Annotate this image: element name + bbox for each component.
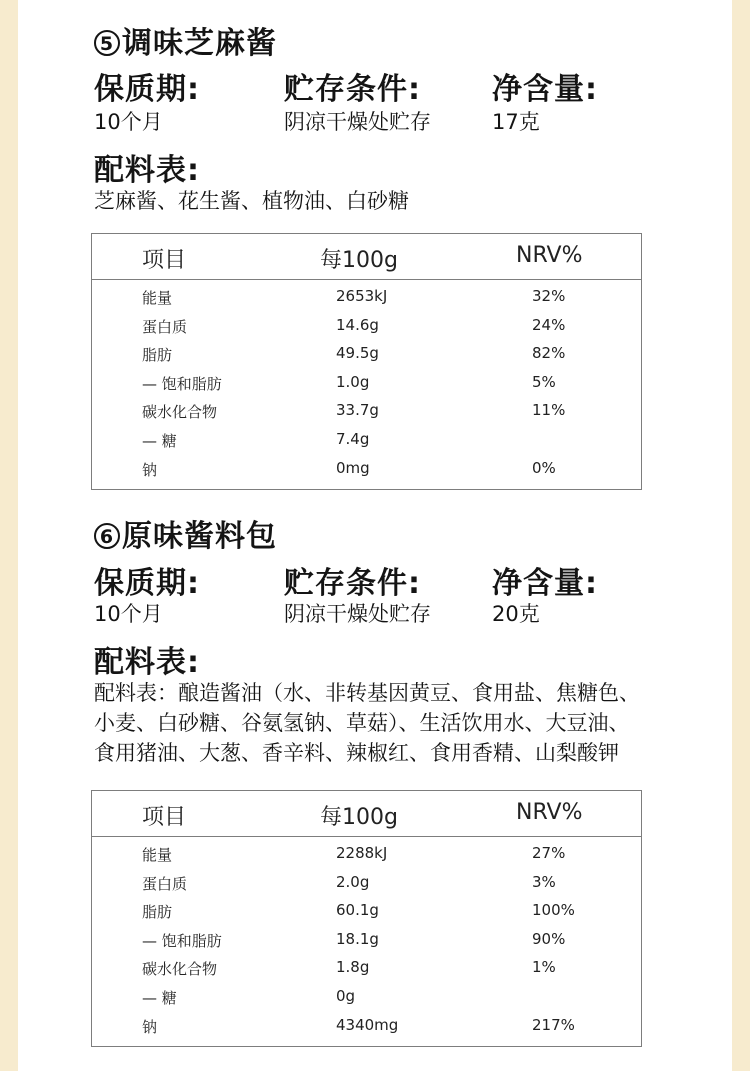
nutrient-amount: 0mg (336, 458, 370, 477)
shelf-life-value: 10个月 (94, 110, 163, 134)
nutrient-amount: 1.0g (336, 372, 370, 391)
header-nrv: NRV% (516, 243, 583, 268)
net-content-value: 17克 (492, 110, 540, 134)
table-row (92, 340, 641, 369)
table-row (92, 426, 641, 455)
ingredients-line: 小麦、白砂糖、谷氨氢钠、草菇）、生活饮用水、大豆油、 (94, 711, 630, 735)
product-title (94, 511, 277, 555)
header-item: 项目 (142, 805, 187, 830)
table-row (92, 397, 641, 426)
nutrient-nrv: 90% (532, 929, 566, 948)
product-title (94, 18, 277, 62)
nutrient-amount: 14.6g (336, 315, 379, 334)
nutrient-amount: 2.0g (336, 872, 370, 891)
circled-number: 5 (94, 30, 120, 56)
ingredients-label: 配料表: (94, 153, 200, 188)
nutrient-nrv: 1% (532, 958, 556, 977)
header-per100g: 每100g (320, 248, 398, 273)
nutrient-nrv: 11% (532, 401, 566, 420)
nutrient-name: 能量 (142, 846, 173, 864)
nutrient-amount: 33.7g (336, 401, 379, 420)
header-item: 项目 (142, 248, 187, 273)
table-row (92, 926, 641, 955)
table-row (92, 954, 641, 983)
net-content-value: 20克 (492, 602, 540, 626)
nutrient-nrv: 100% (532, 901, 575, 920)
net-content-label: 净含量: (492, 72, 598, 107)
nutrient-nrv: 24% (532, 315, 566, 334)
table-row (92, 455, 641, 484)
ingredients-text (94, 186, 409, 216)
nutrient-name: 蛋白质 (142, 317, 188, 336)
nutrient-nrv: 82% (532, 344, 566, 363)
shelf-life-label: 保质期: (94, 566, 200, 601)
header-per100g: 每100g (320, 805, 398, 830)
nutrient-name: 碳水化合物 (142, 403, 218, 422)
net-content-label: 净含量: (492, 566, 598, 601)
nutrient-amount: 7.4g (336, 429, 370, 448)
table-row (92, 840, 641, 869)
ingredients-line: 芝麻酱、花生酱、植物油、白砂糖 (94, 189, 409, 213)
nutrient-nrv: 32% (532, 287, 566, 305)
nutrition-table (91, 790, 642, 1047)
storage-label: 贮存条件: (284, 72, 421, 107)
ingredients-line: 食用猪油、大葱、香辛料、辣椒红、食用香精、山梨酸钾 (94, 741, 619, 765)
table-row (92, 312, 641, 341)
nutrition-table-header (92, 791, 641, 837)
ingredients-label: 配料表: (94, 645, 200, 680)
nutrient-name: 钠 (142, 460, 158, 479)
nutrition-table-header (92, 234, 641, 280)
storage-value: 阴凉干燥处贮存 (284, 602, 431, 626)
nutrient-nrv: 217% (532, 1015, 575, 1034)
nutrient-name: — 糖 (142, 988, 177, 1007)
nutrient-amount: 0g (336, 986, 356, 1005)
nutrient-amount: 2288kJ (336, 844, 388, 862)
nutrient-nrv: 5% (532, 372, 556, 391)
storage-label: 贮存条件: (284, 566, 421, 601)
nutrient-name: — 糖 (142, 431, 177, 450)
nutrient-amount: 2653kJ (336, 287, 388, 305)
nutrient-amount: 18.1g (336, 929, 379, 948)
shelf-life-label: 保质期: (94, 72, 200, 107)
product-info-page (18, 0, 732, 1071)
nutrient-nrv: 27% (532, 844, 566, 862)
product-name: 调味芝麻酱 (122, 26, 277, 61)
table-row (92, 983, 641, 1012)
header-nrv: NRV% (516, 800, 583, 825)
nutrient-name: 蛋白质 (142, 874, 188, 893)
nutrient-nrv: 0% (532, 458, 556, 477)
table-row (92, 897, 641, 926)
nutrient-name: — 饱和脂肪 (142, 374, 222, 393)
product-name: 原味酱料包 (122, 519, 277, 554)
storage-value: 阴凉干燥处贮存 (284, 110, 431, 134)
nutrient-name: 碳水化合物 (142, 960, 218, 979)
nutrient-name: 脂肪 (142, 903, 173, 922)
table-row (92, 1012, 641, 1041)
nutrient-name: — 饱和脂肪 (142, 931, 222, 950)
circled-number: 6 (94, 523, 120, 549)
nutrient-amount: 49.5g (336, 344, 379, 363)
nutrient-amount: 1.8g (336, 958, 370, 977)
table-row (92, 369, 641, 398)
nutrient-amount: 60.1g (336, 901, 379, 920)
nutrient-name: 钠 (142, 1017, 158, 1036)
nutrient-nrv: 3% (532, 872, 556, 891)
nutrient-name: 能量 (142, 289, 173, 307)
nutrient-amount: 4340mg (336, 1015, 399, 1034)
nutrition-table (91, 233, 642, 490)
ingredients-line: 配料表：酿造酱油（水、非转基因黄豆、食用盐、焦糖色、 (94, 681, 640, 705)
shelf-life-value: 10个月 (94, 602, 163, 626)
table-row (92, 283, 641, 312)
nutrient-name: 脂肪 (142, 346, 173, 365)
table-row (92, 869, 641, 898)
ingredients-text (94, 678, 640, 768)
